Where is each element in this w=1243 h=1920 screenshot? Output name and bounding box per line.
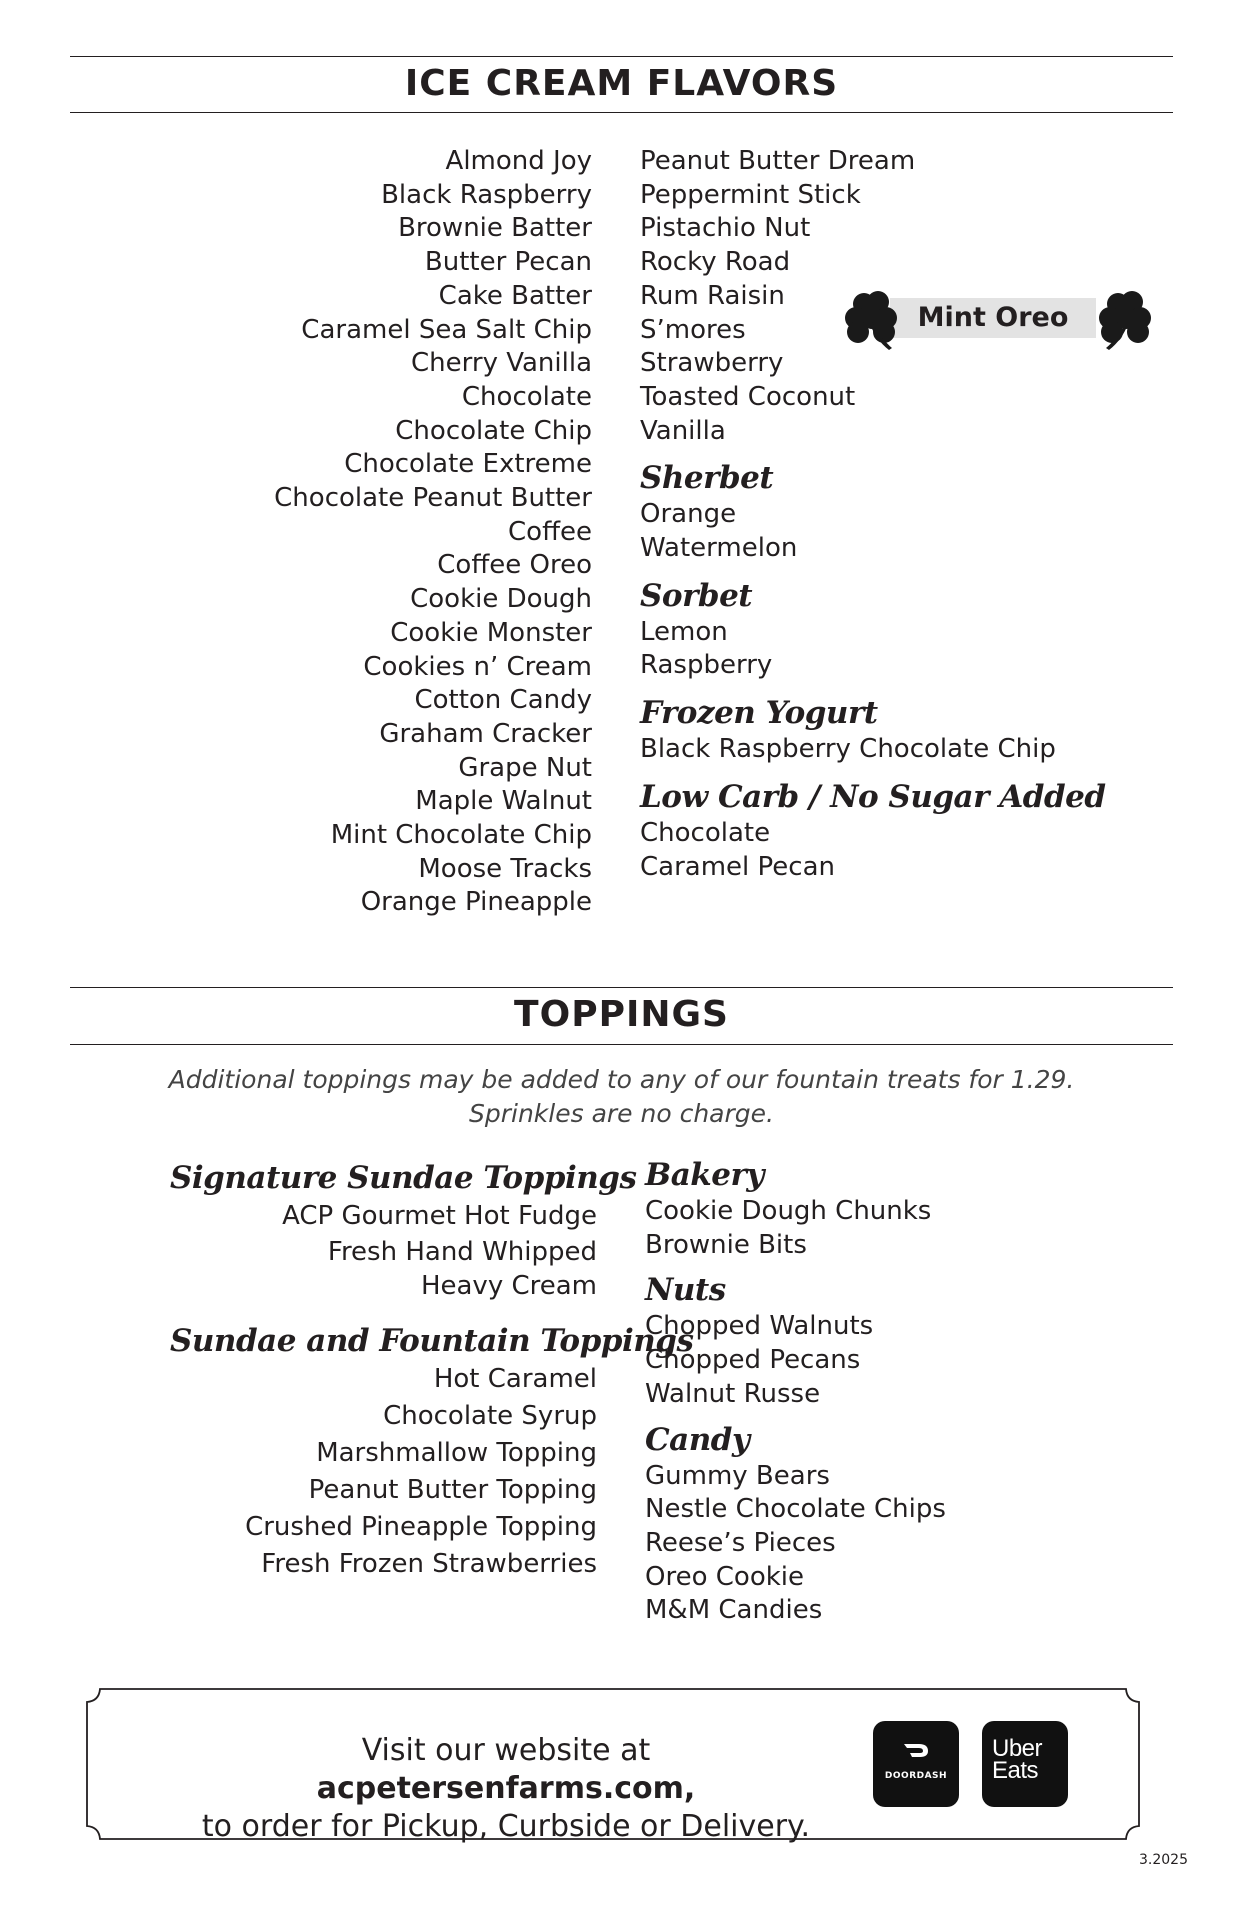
flavor-item: Cookie Monster [390, 617, 592, 648]
flavor-item: Grape Nut [458, 752, 592, 783]
toppings-note-line2: Sprinkles are no charge. [469, 1099, 774, 1128]
flavor-item: Coffee [508, 516, 592, 547]
topping-item: Chopped Pecans [645, 1345, 861, 1376]
bakery-heading: Bakery [645, 1157, 764, 1193]
topping-item: Gummy Bears [645, 1460, 830, 1491]
flavor-item: Cherry Vanilla [411, 348, 592, 379]
flavor-item: Mint Chocolate Chip [330, 820, 592, 851]
visit-text [186, 1732, 826, 1846]
flavor-item: Maple Walnut [415, 786, 592, 817]
flavor-item: Graham Cracker [379, 718, 592, 749]
doordash-icon [902, 1741, 930, 1759]
version-code: 3.2025 [1139, 1852, 1188, 1868]
toppings-title: TOPPINGS [514, 994, 729, 1035]
topping-item: Cookie Dough Chunks [645, 1196, 932, 1226]
flavor-item: Cotton Candy [414, 685, 592, 716]
flavors-left-column [190, 145, 592, 920]
sherbet-heading: Sherbet [640, 460, 774, 497]
doordash-label: DOORDASH [884, 1771, 948, 1781]
flavor-item: Rocky Road [640, 247, 791, 278]
uber-eats-button[interactable] [982, 1721, 1068, 1807]
featured-flavor-label: Mint Oreo [917, 302, 1069, 333]
flavor-item: Almond Joy [445, 146, 592, 176]
topping-item: Peanut Butter Topping [308, 1475, 597, 1505]
spacer [170, 1303, 597, 1321]
toppings-note-line1: Additional toppings may be added to any of our fountain treats for 1.29. [168, 1065, 1075, 1094]
frozen-yogurt-heading: Frozen Yogurt [640, 695, 878, 732]
flavor-item: Chocolate Extreme [344, 449, 592, 480]
flavor-item: Peanut Butter Dream [640, 146, 916, 176]
flavors-title: ICE CREAM FLAVORS [404, 63, 839, 104]
flavors-right-column [640, 145, 1120, 884]
frozen-yogurt-item: Black Raspberry Chocolate Chip [640, 734, 1056, 765]
topping-item: Crushed Pineapple Topping [245, 1512, 597, 1542]
flavor-item: Chocolate [461, 381, 592, 412]
website-link[interactable]: acpetersenfarms.com, [316, 1771, 696, 1806]
topping-item: Nestle Chocolate Chips [645, 1494, 946, 1525]
visit-website-box [86, 1688, 1140, 1844]
flavor-item: Black Raspberry [381, 179, 592, 210]
topping-item: Walnut Russe [645, 1378, 821, 1409]
flavor-item: Butter Pecan [424, 247, 592, 278]
flavor-item: Peppermint Stick [640, 179, 861, 210]
shamrock-icon [1096, 290, 1156, 352]
flavor-item: Cake Batter [438, 280, 592, 311]
flavors-top-rule [70, 56, 1173, 57]
topping-item: Brownie Bits [645, 1229, 807, 1260]
flavor-item: Vanilla [640, 415, 726, 446]
sherbet-item: Orange [640, 499, 737, 530]
flavor-item: Orange Pineapple [360, 887, 592, 918]
toppings-right-column [645, 1155, 1125, 1628]
topping-item: Marshmallow Topping [316, 1438, 597, 1468]
topping-item: Hot Caramel [433, 1364, 597, 1394]
flavor-item: Moose Tracks [418, 853, 592, 884]
flavor-item: Rum Raisin [640, 280, 785, 311]
signature-toppings-heading: Signature Sundae Toppings [170, 1160, 637, 1196]
visit-line2: to order for Pickup, Curbside or Delivery. [201, 1809, 811, 1844]
toppings-top-rule [70, 987, 1173, 988]
flavor-item: Coffee Oreo [437, 550, 592, 581]
sorbet-heading: Sorbet [640, 577, 753, 614]
uber-eats-logo [992, 1735, 1062, 1784]
fountain-toppings-heading: Sundae and Fountain Toppings [170, 1323, 694, 1359]
topping-item: Reese’s Pieces [645, 1527, 836, 1558]
topping-item: Oreo Cookie [645, 1561, 804, 1592]
flavor-item: Brownie Batter [398, 213, 592, 244]
flavor-item: Toasted Coconut [640, 381, 856, 412]
flavor-item: Chocolate Peanut Butter [274, 483, 592, 514]
flavor-item: S’mores [640, 314, 746, 345]
flavors-bottom-rule [70, 112, 1173, 113]
flavor-item: Cookie Dough [410, 584, 592, 615]
doordash-button[interactable] [873, 1721, 959, 1807]
low-carb-heading: Low Carb / No Sugar Added [640, 778, 1106, 815]
topping-item: Fresh Frozen Strawberries [261, 1549, 597, 1579]
visit-prefix: Visit our website at [361, 1733, 651, 1768]
uber-eats-line2: Eats [992, 1757, 1039, 1784]
featured-flavor [842, 290, 1142, 346]
sherbet-item: Watermelon [640, 533, 798, 564]
sorbet-item: Raspberry [640, 650, 773, 681]
topping-item: ACP Gourmet Hot Fudge [282, 1201, 597, 1231]
visit-line1 [186, 1732, 826, 1808]
flavor-item: Pistachio Nut [640, 213, 811, 244]
flavor-item: Strawberry [640, 348, 784, 379]
flavor-item: Chocolate Chip [395, 415, 592, 446]
topping-item: Heavy Cream [420, 1271, 597, 1301]
topping-item: Chopped Walnuts [645, 1311, 874, 1342]
toppings-note [70, 1063, 1173, 1131]
topping-item: Chocolate Syrup [383, 1401, 597, 1431]
flavor-item: Caramel Sea Salt Chip [301, 314, 592, 345]
topping-item: M&M Candies [645, 1595, 823, 1626]
topping-item: Fresh Hand Whipped [327, 1237, 597, 1267]
flavor-item: Cookies n’ Cream [363, 651, 592, 682]
toppings-bottom-rule [70, 1044, 1173, 1045]
uber-eats-line1: Uber [992, 1735, 1043, 1762]
nuts-heading: Nuts [645, 1272, 726, 1309]
low-carb-item: Chocolate [640, 817, 771, 848]
candy-heading: Candy [645, 1421, 750, 1458]
low-carb-item: Caramel Pecan [640, 851, 835, 882]
sorbet-item: Lemon [640, 616, 728, 647]
